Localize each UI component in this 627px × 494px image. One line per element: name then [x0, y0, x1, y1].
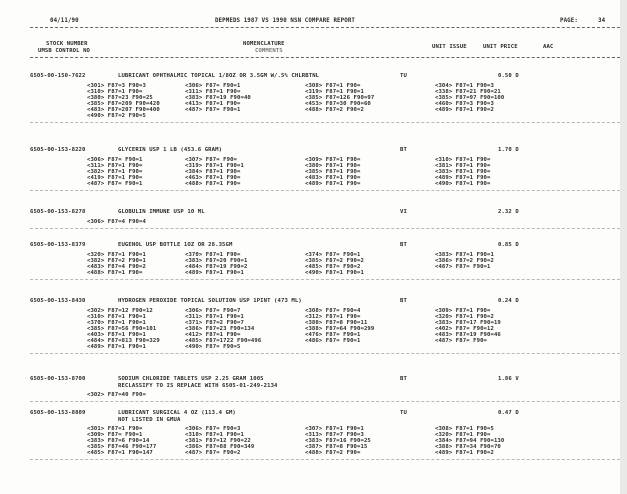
entry-nomenclature: LUBRICANT SURGICAL 4 OZ (113.4 GM)	[118, 410, 236, 416]
unit-code-cell: <388> F87=34 F90=70	[435, 444, 501, 450]
unit-code-cell: <302> F87=40 F90=	[87, 392, 146, 398]
entry-nsn: 6505-00-153-8220	[30, 147, 86, 153]
unit-code-cell: <487> F87= F90=1	[87, 181, 143, 187]
entry-nsn: 6505-00-153-8700	[30, 376, 86, 382]
column-header-rule	[30, 57, 620, 58]
entry-separator	[30, 401, 620, 402]
entry-unit-issue: BT	[400, 298, 407, 304]
unit-code-cell: <383> F87=6 F90=14	[87, 438, 150, 444]
entry-nomenclature: GLYCERIN USP 1 LB (453.6 GRAM)	[118, 147, 223, 153]
unit-code-cell: <488> F87=2 F90=	[305, 450, 361, 456]
entry-unit-issue: BT	[400, 147, 407, 153]
report-date: 04/11/90	[50, 18, 79, 24]
unit-code-cell: <487> F87= F90=2	[185, 450, 241, 456]
unit-code-cell: <319> F87=1 F90=1	[305, 89, 364, 95]
code-row	[87, 344, 620, 350]
unit-code-cell: <385> F87=1 F90=	[305, 169, 361, 175]
entry-row	[30, 410, 620, 417]
unit-code-cell: <370> F87=1 F90=	[185, 252, 241, 258]
unit-code-cell: <306> F87= F90=1	[87, 157, 143, 163]
entry-unit-issue: TU	[400, 73, 407, 79]
unit-code-cell: <385> F87=209 F90=420	[87, 101, 160, 107]
unit-code-cell: <380> F87=1 F90=	[305, 163, 361, 169]
unit-code-cell: <307> F87=1 F90=1	[305, 426, 364, 432]
entry-row	[30, 209, 620, 216]
unit-code-cell: <386> F87=2 F90=2	[435, 258, 494, 264]
unit-code-cell: <489> F87=1 F90=1	[87, 344, 146, 350]
unit-code-cell: <489> F87=1 F90=	[435, 175, 491, 181]
unit-code-cell: <488> F87=1 F90=	[87, 270, 143, 276]
unit-code-cell: <385> F87=2 F90=2	[305, 258, 364, 264]
unit-code-cell: <380> F87=23 F90=25	[87, 95, 153, 101]
entry-unit-price: 0.85 D	[498, 242, 519, 248]
unit-code-cell: <310> F87=1 F90=1	[87, 314, 146, 320]
unit-code-cell: <383> F87=20 F90=1	[185, 258, 248, 264]
scan-edge	[620, 0, 627, 494]
entry-unit-issue: BT	[400, 242, 407, 248]
col-unit-issue: UNIT ISSUE	[432, 44, 467, 50]
unit-code-cell: <489> F87=1 F90=1	[185, 270, 244, 276]
code-row	[87, 113, 620, 119]
unit-code-cell: <371> F87=2 F90=7	[185, 320, 244, 326]
unit-code-cell: <412> F87=1 F90=	[185, 332, 241, 338]
unit-code-cell: <413> F87=1 F90=	[185, 101, 241, 107]
unit-code-cell: <320> F87=1 F90=2	[435, 314, 494, 320]
entry-nsn: 6505-00-153-8809	[30, 410, 86, 416]
unit-code-cell: <453> F87=30 F90=60	[305, 101, 371, 107]
unit-code-cell: <381> F87=12 F90=22	[185, 438, 251, 444]
entry-unit-price: 0.47 D	[498, 410, 519, 416]
unit-code-cell: <313> F87=7 F90=3	[305, 432, 364, 438]
unit-code-cell: <489> F87=1 F90=2	[435, 450, 494, 456]
unit-code-cell: <490> F87=1 F90=	[435, 181, 491, 187]
unit-code-cell: <386> F87=23 F90=134	[185, 326, 255, 332]
col-nomenclature: NOMENCLATURE	[243, 41, 285, 47]
entry-nomenclature: SODIUM CHLORIDE TABLETS USP 2.25 GRAM 100S	[118, 376, 264, 382]
code-row	[87, 270, 620, 276]
unit-code-cell: <419> F87=1 F90=	[87, 175, 143, 181]
entry-unit-price: 0.24 D	[498, 298, 519, 304]
entry-row	[30, 242, 620, 249]
entry-nomenclature: GLOBULIN IMMUNE USP 10 ML	[118, 209, 205, 215]
unit-code-cell: <386> F87=88 F90=349	[185, 444, 255, 450]
entry-unit-price: 2.32 D	[498, 209, 519, 215]
entry-nsn: 6505-00-150-7622	[30, 73, 86, 79]
unit-code-cell: <487> F87= F90=1	[185, 107, 241, 113]
unit-code-cell: <388> F87=64 F90=299	[305, 326, 375, 332]
unit-code-cell: <385> F87=56 F90=101	[87, 326, 157, 332]
unit-code-cell: <312> F87=1 F90=	[305, 314, 361, 320]
entry-unit-price: 1.70 D	[498, 147, 519, 153]
unit-code-cell: <383> F87=1 F90=	[435, 169, 491, 175]
unit-code-cell: <460> F87=3 F90=3	[435, 101, 494, 107]
unit-code-cell: <485> F87=1 F90=147	[87, 450, 153, 456]
unit-code-cell: <304> F87=1 F90=3	[435, 83, 494, 89]
unit-code-cell: <309> F87= F90=1	[87, 432, 143, 438]
unit-code-cell: <488> F87=2 F90=2	[305, 107, 364, 113]
unit-code-cell: <310> F87=1 F90=	[435, 157, 491, 163]
unit-code-cell: <476> F87= F90=1	[305, 332, 361, 338]
entry-nsn: 6505-00-153-8430	[30, 298, 86, 304]
entry-row	[30, 298, 620, 305]
unit-code-cell: <484> F87=19 F90=2	[185, 264, 248, 270]
code-row	[87, 392, 620, 398]
entry-note: NOT LISTED IN GMUA	[118, 417, 181, 423]
unit-code-cell: <387> F87=8 F90=15	[305, 444, 368, 450]
unit-code-cell: <380> F87=8 F90=11	[305, 320, 368, 326]
entry-nomenclature: HYDROGEN PEROXIDE TOPICAL SOLUTION USP 1PINT (473 ML)	[118, 298, 302, 304]
unit-code-cell: <385> F87=97 F90=100	[435, 95, 505, 101]
entry-row	[30, 73, 620, 80]
unit-code-cell: <338> F87=21 F90=21	[435, 89, 501, 95]
unit-code-cell: <302> F87=12 F90=12	[87, 308, 153, 314]
entry-separator	[30, 190, 620, 191]
unit-code-cell: <382> F87=1 F90=	[87, 169, 143, 175]
code-row	[87, 450, 620, 456]
unit-code-cell: <490> F87=2 F90=5	[87, 113, 146, 119]
col-aac: AAC	[543, 44, 554, 50]
unit-code-cell: <310> F87=1 F90=	[87, 89, 143, 95]
col-umsb-control: UMSB CONTROL NO	[38, 48, 91, 54]
unit-code-cell: <311> F87=1 F90=	[185, 89, 241, 95]
unit-code-cell: <383> F87=1 F90=1	[435, 252, 494, 258]
entry-unit-issue: VI	[400, 209, 407, 215]
entry-unit-issue: TU	[400, 410, 407, 416]
entry-note: RECLASSIFY TO IS REPLACE WITH 6505-01-249-2134	[118, 383, 278, 389]
unit-code-cell: <487> F87= F90=	[435, 338, 488, 344]
unit-code-cell: <484> F87=813 F90=329	[87, 338, 160, 344]
unit-code-cell: <385> F87=46 F90=177	[87, 444, 157, 450]
entry-row	[30, 147, 620, 154]
entry-nomenclature: EUGENOL USP BOTTLE 1OZ OR 28.35GM	[118, 242, 233, 248]
unit-code-cell: <306> F87= F90=7	[185, 308, 241, 314]
unit-code-cell: <383> F87=16 F90=25	[305, 438, 371, 444]
unit-code-cell: <311> F87=1 F90=	[87, 163, 143, 169]
unit-code-cell: <403> F87=1 F90=1	[87, 332, 146, 338]
unit-code-cell: <309> F87=1 F90=	[305, 157, 361, 163]
unit-code-cell: <308> F87= F90=4	[305, 308, 361, 314]
entry-separator	[30, 459, 620, 460]
unit-code-cell: <308> F87=1 F90=5	[435, 426, 494, 432]
unit-code-cell: <486> F87= F90=1	[305, 338, 361, 344]
unit-code-cell: <483> F87=4 F90=2	[87, 264, 146, 270]
unit-code-cell: <306> F87= F90=3	[185, 426, 241, 432]
unit-code-cell: <385> F87=126 F90=97	[305, 95, 375, 101]
unit-code-cell: <483> F87=207 F90=400	[87, 107, 160, 113]
unit-code-cell: <490> F87= F90=5	[185, 344, 241, 350]
unit-code-cell: <488> F87=1 F90=	[185, 181, 241, 187]
unit-code-cell: <309> F87=1 F90=	[435, 308, 491, 314]
unit-code-cell: <320> F87=1 F90=1	[87, 252, 146, 258]
col-stock-number: STOCK NUMBER	[46, 41, 88, 47]
unit-code-cell: <487> F87= F90=1	[435, 264, 491, 270]
unit-code-cell: <307> F87= F90=	[185, 157, 238, 163]
unit-code-cell: <483> F87=1 F90=	[305, 175, 361, 181]
unit-code-cell: <306> F87=4 F90=4	[87, 219, 146, 225]
entry-nomenclature: LUBRICANT OPHTHALMIC TOPICAL 1/8OZ OR 3.5GM W/.5% CHLRBTNL	[118, 73, 320, 79]
unit-code-cell: <306> F87= F90=1	[185, 83, 241, 89]
entry-separator	[30, 353, 620, 354]
unit-code-cell: <463> F87=1 F90=	[185, 175, 241, 181]
entry-unit-price: 0.50 D	[498, 73, 519, 79]
unit-code-cell: <311> F87=1 F90=1	[185, 314, 244, 320]
entry-nsn: 6505-00-153-8379	[30, 242, 86, 248]
unit-code-cell: <374> F87= F90=1	[305, 252, 361, 258]
unit-code-cell: <485> F87=1722 F90=496	[185, 338, 262, 344]
unit-code-cell: <382> F87=2 F90=1	[87, 258, 146, 264]
unit-code-cell: <301> F87=3 F90=3	[87, 83, 146, 89]
unit-code-cell: <490> F87=1 F90=1	[305, 270, 364, 276]
unit-code-cell: <310> F87=1 F90=1	[185, 432, 244, 438]
unit-code-cell: <485> F87= F90=2	[305, 264, 361, 270]
code-row	[87, 181, 620, 187]
unit-code-cell: <483> F87=19 F90=46	[435, 332, 501, 338]
header-rule	[30, 27, 620, 28]
unit-code-cell: <489> F87=1 F90=2	[435, 107, 494, 113]
col-comments: COMMENTS	[255, 48, 283, 54]
entry-unit-issue: BT	[400, 376, 407, 382]
entry-row	[30, 376, 620, 383]
unit-code-cell: <383> F87=17 F90=19	[435, 320, 501, 326]
entry-separator	[30, 228, 620, 229]
unit-code-cell: <381> F87=1 F90=	[435, 163, 491, 169]
page-number: 34	[598, 18, 606, 24]
code-row	[87, 219, 620, 225]
entry-nsn: 6505-00-153-8278	[30, 209, 86, 215]
entry-unit-price: 1.86 V	[498, 376, 519, 382]
unit-code-cell: <301> F87=1 F90=	[87, 426, 143, 432]
entry-separator	[30, 122, 620, 123]
unit-code-cell: <320> F87=1 F90=	[435, 432, 491, 438]
unit-code-cell: <308> F87=1 F90=	[305, 83, 361, 89]
unit-code-cell: <383> F87=19 F90=40	[185, 95, 251, 101]
report-title: DEPMEDS 1987 VS 1990 NSN COMPARE REPORT	[215, 18, 356, 24]
page-label: PAGE:	[560, 18, 578, 24]
unit-code-cell: <319> F87=1 F90=1	[185, 163, 244, 169]
unit-code-cell: <384> F87=94 F90=130	[435, 438, 505, 444]
entry-separator	[30, 279, 620, 280]
unit-code-cell: <402> F87= F90=12	[435, 326, 494, 332]
col-unit-price: UNIT PRICE	[483, 44, 518, 50]
unit-code-cell: <489> F87=1 F90=	[305, 181, 361, 187]
unit-code-cell: <370> F87=1 F90=1	[87, 320, 146, 326]
unit-code-cell: <384> F87=1 F90=	[185, 169, 241, 175]
